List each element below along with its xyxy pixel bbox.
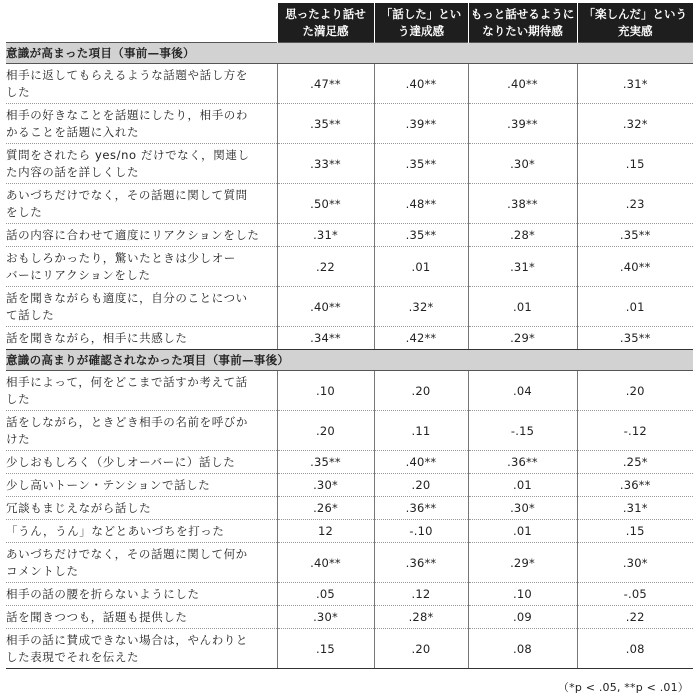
item-label <box>6 497 277 520</box>
correlation-value: .35** <box>277 451 374 474</box>
item-label-line: あいづちだけでなく，その話題に関して質問 <box>6 187 248 202</box>
item-label-line: 相手の好きなことを話題にしたり，相手のわ <box>6 107 248 122</box>
item-label <box>6 474 277 497</box>
correlation-value: .10 <box>468 583 577 606</box>
correlation-value: .40** <box>374 451 468 474</box>
correlation-value: .10 <box>277 371 374 411</box>
section-title: 意識が高まった項目（事前—事後） <box>6 43 693 64</box>
item-label-line: 相手に返してもらえるような話題や話し方を <box>6 67 248 82</box>
correlation-value: .01 <box>468 287 577 327</box>
item-label-line: た内容の話を詳しくした <box>6 164 140 179</box>
significance-footnote: （*p < .05, **p < .01） <box>557 681 689 694</box>
correlation-value: .40** <box>577 247 693 287</box>
correlation-value: .42** <box>374 327 468 350</box>
item-label-line: した表現でそれを伝えた <box>6 649 140 664</box>
correlation-value: .15 <box>577 144 693 184</box>
correlation-value: .20 <box>374 474 468 497</box>
item-label-line: 少しおもしろく（少しオーバーに）話した <box>6 454 236 469</box>
item-label <box>6 224 277 247</box>
table-row <box>6 64 693 104</box>
item-label-line: 質問をされたら yes/no だけでなく，関連し <box>6 147 250 162</box>
correlation-value: .30* <box>468 497 577 520</box>
header-achievement: 「話した」とい う達成感 <box>374 3 468 43</box>
correlation-value: .40** <box>277 543 374 583</box>
item-label-line: 話を聞きつつも，話題も提供した <box>6 609 188 624</box>
item-label <box>6 411 277 451</box>
table-row <box>6 606 693 629</box>
correlation-value: .31* <box>277 224 374 247</box>
correlation-value: .30* <box>277 606 374 629</box>
table-row <box>6 451 693 474</box>
item-label-line: をした <box>6 204 43 219</box>
item-label <box>6 371 277 411</box>
item-label-line: 少し高いトーン・テンションで話した <box>6 477 211 492</box>
correlation-value: .30* <box>277 474 374 497</box>
correlation-value: .01 <box>374 247 468 287</box>
item-label <box>6 287 277 327</box>
item-label <box>6 64 277 104</box>
correlation-value: .20 <box>374 371 468 411</box>
item-label <box>6 184 277 224</box>
item-label-line: コメントした <box>6 563 79 578</box>
correlation-value: .05 <box>277 583 374 606</box>
item-label-line: した <box>6 84 31 99</box>
correlation-value: .31* <box>577 64 693 104</box>
correlation-value: .38** <box>468 184 577 224</box>
item-label-line: かることを話題に入れた <box>6 124 140 139</box>
correlation-value: .36** <box>374 497 468 520</box>
correlation-value: .11 <box>374 411 468 451</box>
header-fulfillment: 「楽しんだ」という 充実感 <box>577 3 693 43</box>
table-row <box>6 184 693 224</box>
table-row <box>6 144 693 184</box>
table-row <box>6 411 693 451</box>
table-body <box>6 43 693 669</box>
item-label <box>6 629 277 669</box>
correlation-value: -.05 <box>577 583 693 606</box>
correlation-value: .33** <box>277 144 374 184</box>
correlation-value: .35** <box>374 144 468 184</box>
correlation-value: .31* <box>577 497 693 520</box>
correlation-value: .29* <box>468 543 577 583</box>
header-satisfaction: 思ったより話せ た満足感 <box>277 3 374 43</box>
correlation-value: .36** <box>577 474 693 497</box>
correlation-value: .30* <box>468 144 577 184</box>
correlation-value: 12 <box>277 520 374 543</box>
correlation-value: .28* <box>374 606 468 629</box>
table-row <box>6 543 693 583</box>
table-row <box>6 474 693 497</box>
item-label-line: おもしろかったり，驚いたときは少しオー <box>6 250 236 265</box>
correlation-value: .35** <box>577 224 693 247</box>
correlation-value: -.15 <box>468 411 577 451</box>
correlation-value: .29* <box>468 327 577 350</box>
item-label-line: 話を聞きながら，相手に共感した <box>6 330 188 345</box>
item-label <box>6 104 277 144</box>
item-label-line: て話した <box>6 307 55 322</box>
correlation-value: .47** <box>277 64 374 104</box>
correlation-value: -.10 <box>374 520 468 543</box>
item-label <box>6 144 277 184</box>
header-expectation: もっと話せるように なりたい期待感 <box>468 3 577 43</box>
table-row <box>6 497 693 520</box>
correlation-value: .25* <box>577 451 693 474</box>
item-label-line: 話を聞きながらも適度に，自分のことについ <box>6 290 248 305</box>
section-row <box>6 350 693 371</box>
correlation-value: .26* <box>277 497 374 520</box>
correlation-value: .39** <box>374 104 468 144</box>
table-row <box>6 371 693 411</box>
correlation-value: .35** <box>577 327 693 350</box>
correlation-value: .22 <box>277 247 374 287</box>
table-row <box>6 629 693 669</box>
correlation-value: .08 <box>468 629 577 669</box>
correlation-value: .15 <box>577 520 693 543</box>
item-label <box>6 606 277 629</box>
correlation-value: .04 <box>468 371 577 411</box>
correlation-value: .01 <box>468 520 577 543</box>
correlation-value: .31* <box>468 247 577 287</box>
correlation-value: .32* <box>374 287 468 327</box>
item-label-line: バーにリアクションをした <box>6 267 151 282</box>
item-label <box>6 543 277 583</box>
correlation-table <box>6 3 693 669</box>
correlation-value: -.12 <box>577 411 693 451</box>
table-row <box>6 287 693 327</box>
correlation-value: .50** <box>277 184 374 224</box>
correlation-value: .01 <box>468 474 577 497</box>
table-row <box>6 247 693 287</box>
correlation-value: .35** <box>277 104 374 144</box>
correlation-value: .32* <box>577 104 693 144</box>
correlation-value: .48** <box>374 184 468 224</box>
correlation-value: .36** <box>374 543 468 583</box>
table-row <box>6 104 693 144</box>
correlation-value: .36** <box>468 451 577 474</box>
item-label-line: した <box>6 391 31 406</box>
item-label <box>6 583 277 606</box>
item-label-line: 「うん，うん」などとあいづちを打った <box>6 523 225 538</box>
table-row <box>6 583 693 606</box>
correlation-value: .40** <box>374 64 468 104</box>
correlation-value: .30* <box>577 543 693 583</box>
correlation-value: .01 <box>577 287 693 327</box>
correlation-value: .28* <box>468 224 577 247</box>
item-label-line: 話をしながら，ときどき相手の名前を呼びか <box>6 414 248 429</box>
section-title: 意識の高まりが確認されなかった項目（事前—事後） <box>6 350 693 371</box>
correlation-value: .20 <box>577 371 693 411</box>
header-blank-cell <box>6 3 277 43</box>
header-row <box>6 3 693 43</box>
item-label-line: あいづちだけでなく，その話題に関して何か <box>6 546 248 561</box>
correlation-value: .20 <box>277 411 374 451</box>
correlation-value: .34** <box>277 327 374 350</box>
correlation-value: .20 <box>374 629 468 669</box>
item-label <box>6 451 277 474</box>
item-label <box>6 327 277 350</box>
correlation-value: .35** <box>374 224 468 247</box>
correlation-value: .08 <box>577 629 693 669</box>
item-label-line: 相手の話に賛成できない場合は，やんわりと <box>6 632 248 647</box>
correlation-value: .12 <box>374 583 468 606</box>
table-row <box>6 224 693 247</box>
item-label-line: 相手の話の腰を折らないようにした <box>6 586 200 601</box>
item-label-line: 相手によって，何をどこまで話すか考えて話 <box>6 374 248 389</box>
section-row <box>6 43 693 64</box>
item-label-line: 話の内容に合わせて適度にリアクションをした <box>6 227 260 242</box>
item-label <box>6 520 277 543</box>
correlation-value: .15 <box>277 629 374 669</box>
correlation-value: .22 <box>577 606 693 629</box>
item-label-line: けた <box>6 431 31 446</box>
correlation-value: .09 <box>468 606 577 629</box>
item-label-line: 冗談もまじえながら話した <box>6 500 152 515</box>
item-label <box>6 247 277 287</box>
correlation-value: .40** <box>277 287 374 327</box>
table-row <box>6 327 693 350</box>
correlation-value: .23 <box>577 184 693 224</box>
table-row <box>6 520 693 543</box>
correlation-value: .39** <box>468 104 577 144</box>
correlation-value: .40** <box>468 64 577 104</box>
